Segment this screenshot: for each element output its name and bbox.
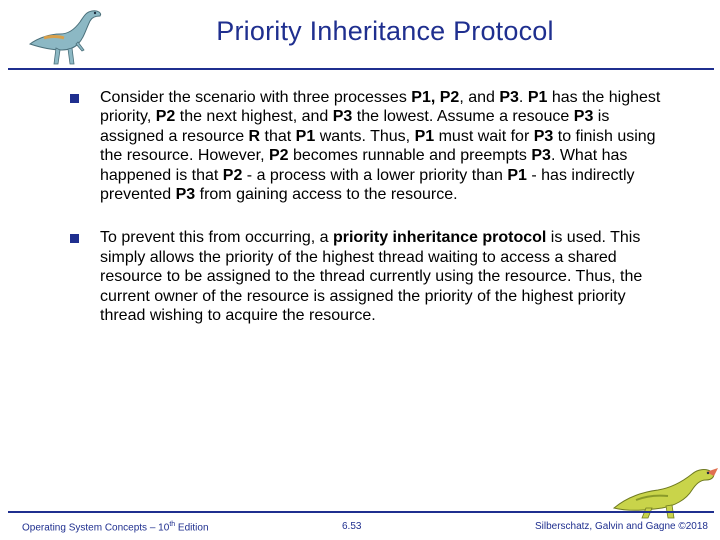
footer-course bbox=[22, 521, 209, 533]
footer-edition-suffix: Edition bbox=[175, 522, 209, 534]
footer-copyright: Silberschatz, Galvin and Gagne ©2018 bbox=[534, 521, 708, 532]
bold-term: P1, bbox=[411, 89, 436, 106]
bold-term: R bbox=[248, 127, 261, 145]
bold-term: P1 bbox=[295, 127, 316, 145]
bold-term: P2 bbox=[155, 108, 176, 126]
footer-course-title: Operating System Concepts – 10 bbox=[22, 522, 170, 534]
text-run: , and bbox=[459, 89, 500, 106]
text-run: . bbox=[518, 89, 528, 106]
bold-term: P2 bbox=[222, 166, 243, 184]
bullet-list bbox=[70, 88, 670, 325]
text-run: must wait for bbox=[434, 127, 534, 145]
square-bullet-icon bbox=[70, 234, 79, 243]
bold-term: priority inheritance protocol bbox=[332, 229, 547, 247]
text-run: the lowest. Assume a resouce bbox=[352, 108, 574, 126]
text-run: from gaining access to the resource. bbox=[195, 186, 458, 204]
bold-term: P1 bbox=[527, 89, 548, 106]
footer-divider bbox=[8, 511, 714, 513]
bold-term: P1 bbox=[414, 127, 435, 145]
bullet-text bbox=[100, 228, 670, 325]
text-run: to finish using the resource. However, bbox=[100, 127, 656, 165]
square-bullet-icon bbox=[70, 94, 79, 103]
bold-term: P3 bbox=[499, 89, 519, 106]
title-divider bbox=[8, 68, 714, 70]
text-run: Consider the scenario with three processes bbox=[100, 89, 412, 106]
dinosaur-logo-icon bbox=[24, 4, 112, 70]
text-run: wants. Thus, bbox=[315, 127, 415, 145]
bold-term: P2 bbox=[268, 147, 289, 165]
bullet-item-protocol bbox=[70, 228, 670, 325]
bold-term: P1 bbox=[507, 166, 527, 184]
text-run: . What has happened is that bbox=[100, 147, 628, 184]
bold-term: P3 bbox=[533, 127, 554, 145]
text-run: that bbox=[260, 127, 296, 145]
bold-term: P3 bbox=[573, 108, 594, 126]
bullet-item-scenario bbox=[70, 88, 670, 204]
text-run: - a process with a lower priority than bbox=[242, 166, 508, 184]
text-run: the next highest, and bbox=[175, 108, 333, 126]
bullet-text bbox=[100, 88, 670, 204]
text-run: - has indirectly prevented bbox=[100, 166, 635, 204]
text-run: To prevent this from occurring, a bbox=[100, 229, 333, 247]
text-run: becomes runnable and preempts bbox=[288, 147, 532, 165]
text-run: is used. This simply allows the priority of the highest thread waiting to access a shared resource to be assigned to the thread currently using the resource. Thus, the current owner of the resource is assigned the priority of the highest priority thread wishing to acquire the resource. bbox=[100, 229, 643, 325]
bold-term: P3 bbox=[531, 147, 551, 165]
bold-term: P2 bbox=[439, 89, 460, 106]
text-run: is assigned a resource bbox=[100, 108, 610, 145]
bold-term: P3 bbox=[332, 108, 353, 126]
text-run: has the highest priority, bbox=[100, 89, 661, 126]
page-number: 6.53 bbox=[342, 521, 362, 532]
page-title: Priority Inheritance Protocol bbox=[216, 16, 554, 46]
footer-edition-sup: th bbox=[169, 521, 176, 528]
bold-term: P3 bbox=[175, 186, 196, 204]
